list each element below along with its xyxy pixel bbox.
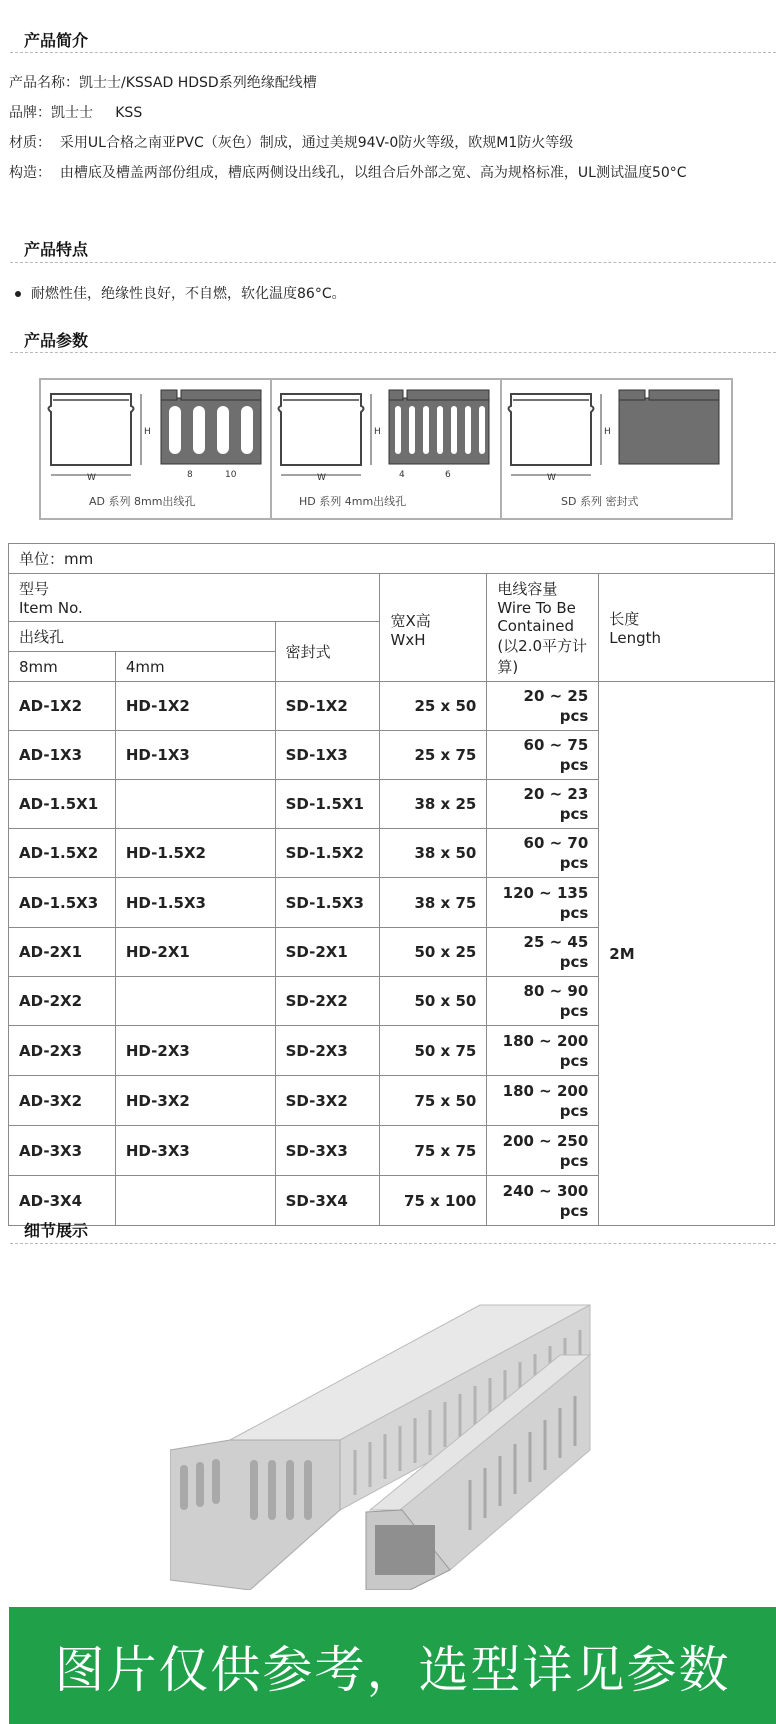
header-length: 长度 Length	[599, 574, 775, 682]
cell-sd-model: SD-3X2	[275, 1076, 380, 1126]
header-sealed: 密封式	[275, 622, 380, 682]
cell-ad-model: AD-3X4	[9, 1176, 116, 1226]
cell-sd-model: SD-3X4	[275, 1176, 380, 1226]
cell-hd-model: HD-3X3	[115, 1126, 275, 1176]
header-4mm: 4mm	[115, 652, 275, 682]
section-title-detail: 细节展示	[24, 1221, 89, 1240]
divider	[10, 52, 776, 53]
cell-hd-model: HD-1X3	[115, 731, 275, 780]
dim-ad-b: 10	[225, 470, 237, 480]
dim-w: W	[547, 473, 556, 483]
product-name: 产品名称：凯士士/KSSAD HDSD系列绝缘配线槽	[9, 75, 317, 91]
cell-size: 38 x 75	[380, 878, 487, 928]
cell-capacity: 20 ~ 25 pcs	[487, 682, 599, 731]
table-row	[9, 682, 775, 731]
cell-sd-model: SD-1.5X1	[275, 780, 380, 829]
product-material: 材质： 采用UL合格之南亚PVC（灰色）制成，通过美规94V-0防火等级，欧规M1防火等级	[9, 135, 574, 151]
cell-size: 38 x 25	[380, 780, 487, 829]
cell-hd-model: HD-2X1	[115, 928, 275, 977]
cell-capacity: 60 ~ 70 pcs	[487, 829, 599, 878]
cell-size: 25 x 75	[380, 731, 487, 780]
product-structure: 构造： 由槽底及槽盖两部份组成，槽底两侧设出线孔，以组合后外部之宽、高为规格标准，UL测试温度50°C	[9, 165, 687, 181]
section-title-intro: 产品简介	[24, 31, 89, 50]
cell-ad-model: AD-2X2	[9, 977, 116, 1026]
cell-ad-model: AD-3X3	[9, 1126, 116, 1176]
feature-item	[15, 283, 346, 303]
cell-hd-model: HD-1.5X2	[115, 829, 275, 878]
cell-capacity: 180 ~ 200 pcs	[487, 1076, 599, 1126]
sd-cross-section	[509, 394, 611, 483]
dim-h: H	[604, 427, 611, 437]
section-title-params: 产品参数	[24, 331, 89, 350]
cell-hd-model: HD-2X3	[115, 1026, 275, 1076]
cell-size: 25 x 50	[380, 682, 487, 731]
cell-capacity: 80 ~ 90 pcs	[487, 977, 599, 1026]
cell-size: 75 x 100	[380, 1176, 487, 1226]
cell-capacity: 20 ~ 23 pcs	[487, 780, 599, 829]
divider	[10, 1243, 776, 1244]
dim-h: H	[144, 427, 151, 437]
dim-hd-b: 6	[445, 470, 451, 480]
diagram-label-sd: SD 系列 密封式	[561, 495, 639, 508]
cell-ad-model: AD-2X1	[9, 928, 116, 977]
cell-ad-model: AD-1.5X3	[9, 878, 116, 928]
cell-capacity: 25 ~ 45 pcs	[487, 928, 599, 977]
cell-sd-model: SD-2X3	[275, 1026, 380, 1076]
header-size: 宽X高 WxH	[380, 574, 487, 682]
cell-hd-model: HD-3X2	[115, 1076, 275, 1126]
cell-sd-model: SD-2X2	[275, 977, 380, 1026]
cell-hd-model: HD-1X2	[115, 682, 275, 731]
bullet-icon	[15, 291, 21, 297]
cell-capacity: 180 ~ 200 pcs	[487, 1026, 599, 1076]
diagram-label-ad: AD 系列 8mm出线孔	[89, 495, 196, 508]
header-8mm: 8mm	[9, 652, 116, 682]
header-capacity: 电线容量 Wire To Be Contained (以2.0平方计 算)	[487, 574, 599, 682]
ad-cross-section	[49, 394, 151, 483]
cell-ad-model: AD-1X2	[9, 682, 116, 731]
product-photo	[170, 1300, 610, 1590]
unit-cell: 单位：mm	[9, 544, 775, 574]
divider	[10, 262, 776, 263]
cell-sd-model: SD-1.5X3	[275, 878, 380, 928]
dim-hd-a: 4	[399, 470, 405, 480]
cell-hd-model	[115, 780, 275, 829]
cell-sd-model: SD-2X1	[275, 928, 380, 977]
duct-series-diagram	[39, 378, 733, 520]
cell-size: 75 x 50	[380, 1076, 487, 1126]
cell-size: 75 x 75	[380, 1126, 487, 1176]
feature-text: 耐燃性佳，绝缘性良好，不自燃，软化温度86°C。	[31, 286, 346, 302]
cell-capacity: 120 ~ 135 pcs	[487, 878, 599, 928]
ad-side-view	[161, 390, 261, 480]
cell-length: 2M	[599, 682, 775, 1226]
cell-hd-model	[115, 1176, 275, 1226]
cell-capacity: 240 ~ 300 pcs	[487, 1176, 599, 1226]
cell-ad-model: AD-1X3	[9, 731, 116, 780]
cell-ad-model: AD-1.5X2	[9, 829, 116, 878]
divider	[10, 352, 776, 353]
cell-ad-model: AD-3X2	[9, 1076, 116, 1126]
cell-sd-model: SD-1.5X2	[275, 829, 380, 878]
diagram-label-hd: HD 系列 4mm出线孔	[299, 495, 407, 508]
header-outlet: 出线孔	[9, 622, 276, 652]
cell-hd-model: HD-1.5X3	[115, 878, 275, 928]
cell-sd-model: SD-1X2	[275, 682, 380, 731]
cell-ad-model: AD-1.5X1	[9, 780, 116, 829]
hd-side-view	[389, 390, 489, 480]
cell-sd-model: SD-3X3	[275, 1126, 380, 1176]
dim-w: W	[317, 473, 326, 483]
cell-capacity: 60 ~ 75 pcs	[487, 731, 599, 780]
cell-capacity: 200 ~ 250 pcs	[487, 1126, 599, 1176]
hd-cross-section	[279, 394, 381, 483]
product-brand: 品牌：凯士士 KSS	[9, 105, 143, 121]
section-title-features: 产品特点	[24, 240, 89, 259]
diagram-svg	[41, 380, 731, 518]
cell-sd-model: SD-1X3	[275, 731, 380, 780]
sd-side-view	[619, 390, 719, 464]
cell-ad-model: AD-2X3	[9, 1026, 116, 1076]
header-model: 型号 Item No.	[9, 574, 380, 622]
disclaimer-banner: 图片仅供参考，选型详见参数	[9, 1607, 776, 1724]
cell-size: 50 x 75	[380, 1026, 487, 1076]
cell-size: 38 x 50	[380, 829, 487, 878]
cell-size: 50 x 25	[380, 928, 487, 977]
cell-size: 50 x 50	[380, 977, 487, 1026]
dim-h: H	[374, 427, 381, 437]
cell-hd-model	[115, 977, 275, 1026]
spec-table	[8, 543, 775, 1226]
dim-w: W	[87, 473, 96, 483]
dim-ad-a: 8	[187, 470, 193, 480]
